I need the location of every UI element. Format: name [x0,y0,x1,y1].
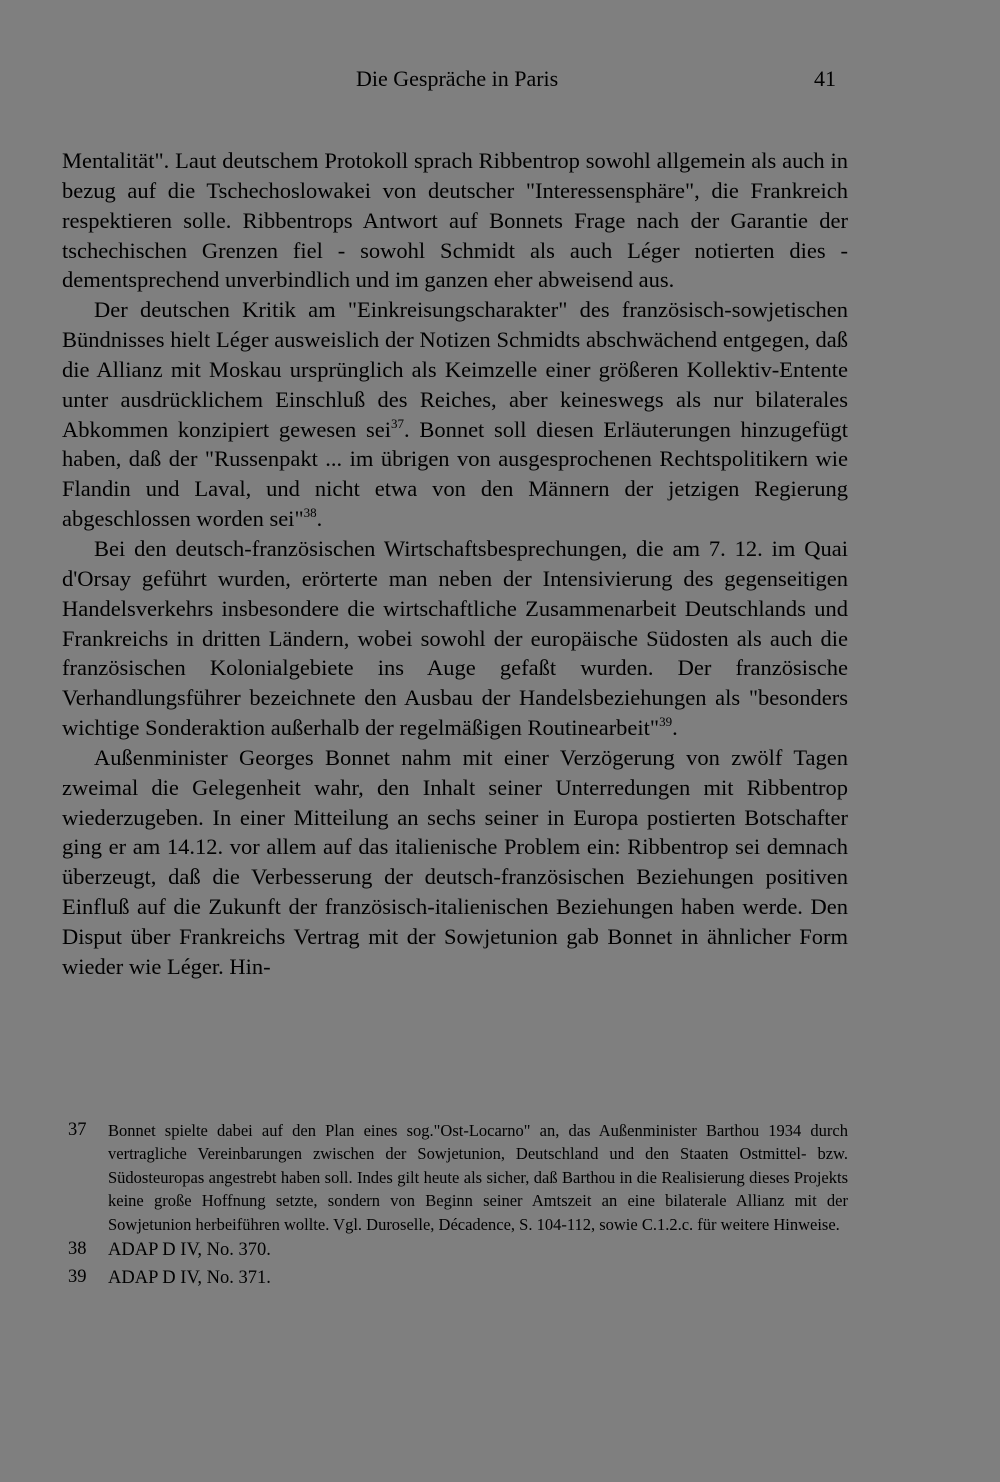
footnote-number: 38 [68,1239,87,1260]
body-text [62,146,848,982]
paragraph-text: Außenminister Georges Bonnet nahm mit einer Verzögerung von zwölf Tagen zweimal die Gelegenheit wahr, den Inhalt seiner Unterredungen mit Ribbentrop wiederzugeben. In einer Mitteilung an sechs seiner in Europa postierten Botschafter ging er am 14.12. vor allem auf das italienische Problem ein: Ribbentrop sei demnach überzeugt, daß die Verbesserung der deutsch-französischen Beziehungen positiven Einfluß auf die Zukunft der französisch-italienischen Beziehungen haben werde. Den Disput über Frankreichs Vertrag mit der Sowjetunion gab Bonnet in ähnlicher Form wieder wie Léger. Hin- [62,744,848,979]
footnote [62,1264,848,1292]
footnote-reference[interactable]: 39 [659,714,673,730]
paragraph-text: Der deutschen Kritik am "Einkreisungscharakter" des französisch-sowjetischen Bündnisses hielt Léger ausweislich der Notizen Schmidts abschwächend entgegen, daß die Allianz mit Moskau ursprünglich als Keimzelle einer größeren Kollektiv-Entente unter ausdrücklichem Einschluß des Reiches, aber keineswegs als nur bilaterales Abkommen konzipiert gewesen sei [62,297,848,442]
paragraph-text: Bei den deutsch-französischen Wirtschaftsbesprechungen, die am 7. 12. im Quai d'Orsay geführt wurden, erörterte man neben der Intensivierung des gegenseitigen Handelsverkehrs insbesondere die wirtschaftliche Zusammenarbeit Deutschlands und Frankreichs in dritten Ländern, wobei sowohl der europäische Südosten als auch die französischen Kolonialgebiete ins Auge gefaßt wurden. Der französische Verhandlungsführer bezeichnete den Ausbau der Handelsbeziehungen als "besonders wichtige Sonderaktion außerhalb der regelmäßigen Routinearbeit" [62,535,848,741]
footnote-text: ADAP D IV, No. 371. [108,1268,271,1289]
paragraph-text: . Bonnet soll diesen Erläuterungen hinzugefügt haben, daß der "Russenpakt ... im übrigen von ausgesprochenen Rechtspolitikern wie Flandin und Laval, und nicht etwa von den Männern der jetzigen Regierung abgeschlossen worden sei" [62,416,848,532]
footnote-reference[interactable]: 37 [391,415,404,431]
footnote-reference[interactable]: 38 [303,505,317,521]
body-paragraph [62,534,848,743]
paragraph-text: . [672,715,678,741]
footnote-text: Bonnet spielte dabei auf den Plan eines sog."Ost-Locarno" an, das Außenminister Barthou 1934 durch vertragliche Vereinbarungen zwischen der Sowjetunion, Deutschland und den Staaten Ostmittel- bzw. Südosteuropas angestrebt haben soll. Indes gilt heute als sicher, daß Barthou in die Realisierung dieses Projekts keine große Hoffnung setzte, sondern von Beginn seiner Amtszeit an eine bilaterale Allianz mit der Sowjetunion herbeiführen wollte. Vgl. Duroselle, Décadence, S. 104-112, sowie C.1.2.c. für weitere Hinweise. [108,1121,848,1234]
paragraph-text: . [316,506,323,532]
paragraph-text: Mentalität". Laut deutschem Protokoll sprach Ribbentrop sowohl allgemein als auch in bezug auf die Tschechoslowakei von deutscher "Interessensphäre", die Frankreich respektieren solle. Ribbentrops Antwort auf Bonnets Frage nach der Garantie der tschechischen Grenzen fiel - sowohl Schmidt als auch Léger notierten dies - dementsprechend unverbindlich und im ganzen eher abweisend aus. [62,148,848,293]
body-paragraph [62,146,848,295]
footnote-number: 37 [68,1120,87,1140]
footnote-text: ADAP D IV, No. 370. [108,1240,271,1261]
footnotes [62,1119,848,1292]
running-title: Die Gespräche in Paris [356,66,559,91]
footnote-number: 39 [68,1267,87,1288]
page-number: 41 [814,66,836,91]
body-paragraph [62,295,848,534]
footnote [62,1119,848,1236]
running-head [0,62,1000,96]
body-paragraph [62,743,848,982]
footnote [62,1236,848,1264]
